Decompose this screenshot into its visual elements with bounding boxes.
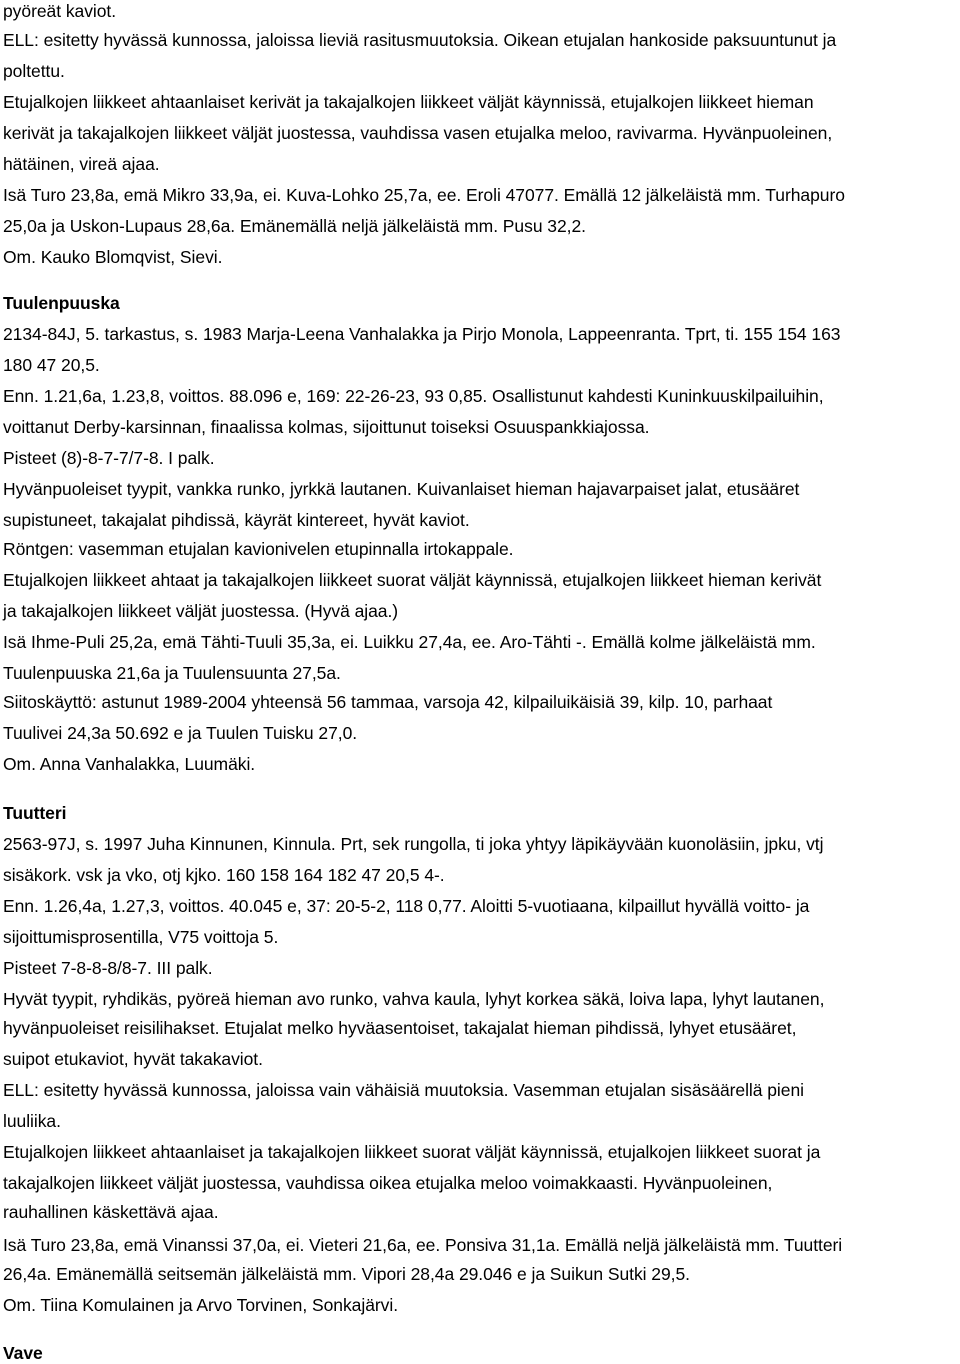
text-line: Etujalkojen liikkeet ahtaanlaiset kerivät ja takajalkojen liikkeet väljät käynnissä, etujalkojen liikkeet hieman bbox=[3, 92, 814, 112]
text-line: sijoittumisprosentilla, V75 voittoja 5. bbox=[3, 927, 279, 947]
text-line: kerivät ja takajalkojen liikkeet väljät juostessa, vauhdissa vasen etujalka meloo, ravivarma. Hyvänpuoleinen, bbox=[3, 123, 833, 143]
text-line: sisäkork. vsk ja vko, otj kjko. 160 158 164 182 47 20,5 4-. bbox=[3, 865, 445, 885]
text-line: Om. Kauko Blomqvist, Sievi. bbox=[3, 247, 223, 267]
text-line: Om. Anna Vanhalakka, Luumäki. bbox=[3, 754, 256, 774]
text-line: 180 47 20,5. bbox=[3, 355, 100, 375]
section-heading: Tuulenpuuska bbox=[3, 293, 120, 313]
text-line: Pisteet (8)-8-7-7/7-8. I palk. bbox=[3, 448, 215, 468]
section-heading: Tuutteri bbox=[3, 803, 67, 823]
text-line: voittanut Derby-karsinnan, finaalissa kolmas, sijoittunut toiseksi Osuuspankkiajossa. bbox=[3, 417, 650, 437]
text-line: Etujalkojen liikkeet ahtaat ja takajalkojen liikkeet suorat väljät käynnissä, etujalkojen liikkeet hieman kerivät bbox=[3, 570, 822, 590]
text-line: pyöreät kaviot. bbox=[3, 1, 117, 21]
text-line: Tuulenpuuska 21,6a ja Tuulensuunta 27,5a. bbox=[3, 663, 341, 683]
text-line: Siitoskäyttö: astunut 1989-2004 yhteensä 56 tammaa, varsoja 42, kilpailuikäisiä 39, kilp. 10, parhaat bbox=[3, 692, 773, 712]
text-line: Isä Turo 23,8a, emä Vinanssi 37,0a, ei. Vieteri 21,6a, ee. Ponsiva 31,1a. Emällä neljä jälkeläistä mm. Tuutteri bbox=[3, 1235, 843, 1255]
text-line: Enn. 1.26,4a, 1.27,3, voittos. 40.045 e, 37: 20-5-2, 118 0,77. Aloitti 5-vuotiaana, kilpaillut hyvällä voitto- ja bbox=[3, 896, 810, 916]
text-line: poltettu. bbox=[3, 61, 65, 81]
text-line: Hyvänpuoleiset tyypit, vankka runko, jyrkkä lautanen. Kuivanlaiset hieman hajavarpaiset jalat, etusääret bbox=[3, 479, 800, 499]
text-line: hätäinen, vireä ajaa. bbox=[3, 154, 160, 174]
text-line: takajalkojen liikkeet väljät juostessa, vauhdissa oikea etujalka meloo voimakkaasti. Hyvänpuoleinen, bbox=[3, 1173, 773, 1193]
text-line: ja takajalkojen liikkeet väljät juostessa. (Hyvä ajaa.) bbox=[3, 601, 399, 621]
text-line: Isä Turo 23,8a, emä Mikro 33,9a, ei. Kuva-Lohko 25,7a, ee. Eroli 47077. Emällä 12 jälkeläistä mm. Turhapuro bbox=[3, 185, 845, 205]
text-line: 25,0a ja Uskon-Lupaus 28,6a. Emänemällä neljä jälkeläistä mm. Pusu 32,2. bbox=[3, 216, 586, 236]
text-line: Röntgen: vasemman etujalan kavionivelen etupinnalla irtokappale. bbox=[3, 539, 514, 559]
section-heading: Vave bbox=[3, 1343, 43, 1363]
text-line: Hyvät tyypit, ryhdikäs, pyöreä hieman avo runko, vahva kaula, lyhyt korkea säkä, loiva lapa, lyhyt lautanen, bbox=[3, 989, 825, 1009]
text-line: 26,4a. Emänemällä seitsemän jälkeläistä mm. Vipori 28,4a 29.046 e ja Suikun Sutki 29,5. bbox=[3, 1264, 690, 1284]
text-line: 2563-97J, s. 1997 Juha Kinnunen, Kinnula. Prt, sek rungolla, ti joka yhtyy läpikäyvään kuonoläsiin, jpku, vtj bbox=[3, 834, 824, 854]
text-line: suipot etukaviot, hyvät takakaviot. bbox=[3, 1049, 263, 1069]
text-line: Om. Tiina Komulainen ja Arvo Torvinen, Sonkajärvi. bbox=[3, 1295, 399, 1315]
text-line: supistuneet, takajalat pihdissä, käyrät kintereet, hyvät kaviot. bbox=[3, 510, 470, 530]
text-line: Pisteet 7-8-8-8/8-7. III palk. bbox=[3, 958, 213, 978]
text-line: hyvänpuoleiset reisilihakset. Etujalat melko hyväasentoiset, takajalat hieman pihdissä, lyhyet etusääret, bbox=[3, 1018, 797, 1038]
text-line: ELL: esitetty hyvässä kunnossa, jaloissa vain vähäisiä muutoksia. Vasemman etujalan sisäsäärellä pieni bbox=[3, 1080, 804, 1100]
text-line: Tuulivei 24,3a 50.692 e ja Tuulen Tuisku 27,0. bbox=[3, 723, 358, 743]
text-line: luuliika. bbox=[3, 1111, 61, 1131]
text-line: 2134-84J, 5. tarkastus, s. 1983 Marja-Leena Vanhalakka ja Pirjo Monola, Lappeenranta. Tprt, ti. 155 154 163 bbox=[3, 324, 841, 344]
text-line: rauhallinen käskettävä ajaa. bbox=[3, 1202, 219, 1222]
text-line: Etujalkojen liikkeet ahtaanlaiset ja takajalkojen liikkeet suorat väljät käynnissä, etujalkojen liikkeet suorat ja bbox=[3, 1142, 821, 1162]
text-line: ELL: esitetty hyvässä kunnossa, jaloissa lieviä rasitusmuutoksia. Oikean etujalan hankoside paksuuntunut ja bbox=[3, 30, 837, 50]
text-line: Enn. 1.21,6a, 1.23,8, voittos. 88.096 e, 169: 22-26-23, 93 0,85. Osallistunut kahdesti Kuninkuuskilpailuihin, bbox=[3, 386, 824, 406]
text-line: Isä Ihme-Puli 25,2a, emä Tähti-Tuuli 35,3a, ei. Luikku 27,4a, ee. Aro-Tähti -. Emällä kolme jälkeläistä mm. bbox=[3, 632, 816, 652]
